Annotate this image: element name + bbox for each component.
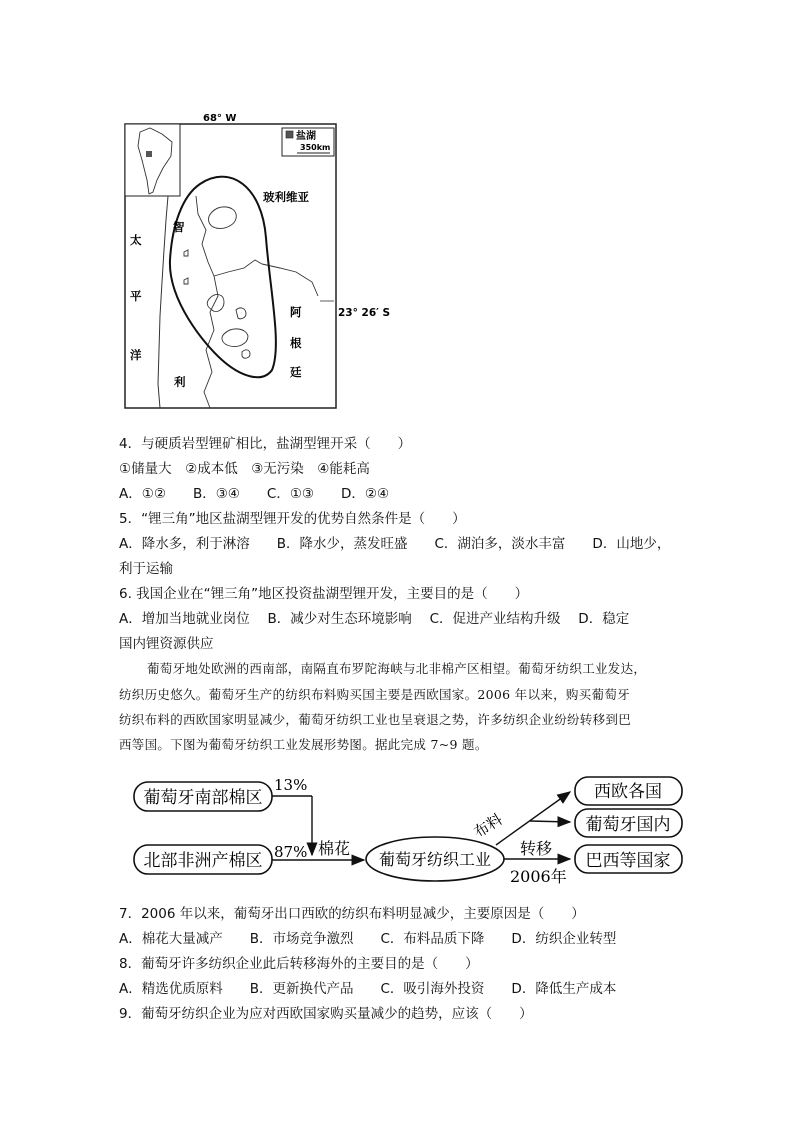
label-argentina-1: 阿 [290, 305, 302, 319]
q8-stem: 8．葡萄牙许多纺织企业此后转移海外的主要目的是（ ） [119, 956, 479, 972]
textile-flow-diagram [0, 760, 794, 895]
q8-options: A．精选优质原料 B．更新换代产品 C．吸引海外投资 D．降低生产成本 [119, 981, 617, 997]
coastline [158, 196, 168, 408]
q6-options-line2: 国内锂资源供应 [119, 636, 214, 652]
label-pct-13: 13% [274, 776, 308, 794]
q4-stem: 4．与硬质岩型锂矿相比，盐湖型锂开采（ ） [119, 436, 412, 452]
salt-lakes [184, 207, 250, 358]
q4-items: ①储量大 ②成本低 ③无污染 ④能耗高 [119, 461, 370, 477]
q4-options: A．①② B．③④ C．①③ D．②④ [119, 486, 390, 502]
label-bolivia: 玻利维亚 [263, 190, 309, 204]
q5-stem: 5．“锂三角”地区盐湖型锂开发的优势自然条件是（ ） [119, 511, 466, 527]
label-cotton: 棉花 [318, 839, 351, 858]
salt-lake-map [0, 0, 794, 420]
q6-options-line1: A．增加当地就业岗位 B．减少对生态环境影响 C．促进产业结构升级 D．稳定 [119, 611, 630, 627]
label-portugal-domestic: 葡萄牙国内 [585, 815, 671, 835]
q5-options-line2: 利于运输 [119, 561, 173, 577]
chile-argentina-border [204, 276, 218, 408]
passage-line-4: 西等国。下图为葡萄牙纺织工业发展形势图。据此完成 7~9 题。 [119, 737, 488, 752]
label-transfer: 转移 [520, 839, 553, 858]
label-south-portugal: 葡萄牙南部棉区 [143, 788, 263, 808]
label-argentina-2: 根 [290, 336, 302, 350]
label-western-europe: 西欧各国 [594, 782, 662, 802]
q7-options: A．棉花大量减产 B．市场竞争激烈 C．布料品质下降 D．纺织企业转型 [119, 931, 617, 947]
label-pct-87: 87% [274, 843, 308, 861]
label-pacific-2: 平 [130, 289, 142, 303]
scale-label: 350km [300, 143, 331, 152]
label-brazil: 巴西等国家 [585, 851, 671, 871]
label-argentina-3: 廷 [290, 365, 302, 379]
q6-stem: 6. 我国企业在“锂三角”地区投资盐湖型锂开发，主要目的是（ ） [119, 586, 529, 602]
passage-line-3: 纺织布料的西欧国家明显减少，葡萄牙纺织工业也呈衰退之势，许多纺织企业纷纷转移到巴 [119, 712, 632, 727]
passage-line-1: 葡萄牙地处欧洲的西南部，南隔直布罗陀海峡与北非棉产区相望。葡萄牙纺织工业发达， [147, 661, 647, 676]
label-industry: 葡萄牙纺织工业 [378, 850, 492, 869]
label-pacific-1: 太 [130, 233, 142, 247]
label-pacific-3: 洋 [130, 348, 142, 362]
q7-stem: 7．2006 年以来，葡萄牙出口西欧的纺织布料明显减少，主要原因是（ ） [119, 906, 585, 922]
label-fabric: 布料 [470, 810, 506, 842]
label-chile-1: 智 [173, 220, 185, 234]
label-chile-2: 利 [174, 375, 186, 389]
q9-stem: 9．葡萄牙纺织企业为应对西欧国家购买量减少的趋势，应该（ ） [119, 1006, 533, 1022]
latitude-label: 23° 26′ S [338, 307, 391, 319]
label-year: 2006年 [510, 867, 567, 886]
chile-bolivia-border [196, 196, 262, 276]
inset-south-america [125, 124, 180, 196]
legend-salt-lake-label: 盐湖 [296, 131, 316, 142]
passage-line-2: 纺织历史悠久。葡萄牙生产的纺织布料购买国主要是西欧国家。2006 年以来，购买葡萄牙 [119, 687, 630, 702]
label-north-africa: 北部非洲产棉区 [143, 851, 263, 871]
q5-options-line1: A．降水多，利于淋溶 B．降水少，蒸发旺盛 C．湖泊多，淡水丰富 D．山地少， [119, 536, 671, 552]
map-legend [282, 128, 334, 156]
longitude-label: 68° W [203, 113, 237, 124]
